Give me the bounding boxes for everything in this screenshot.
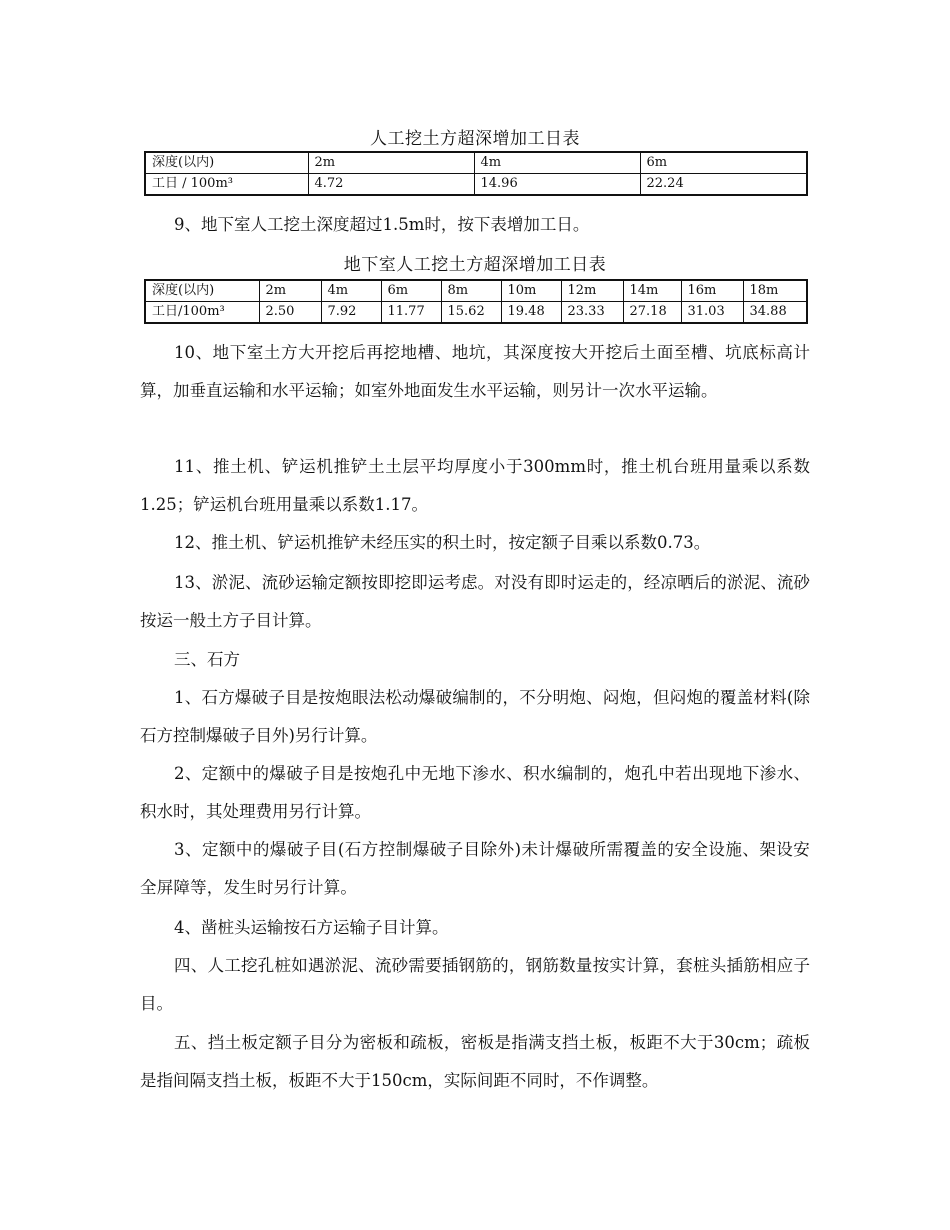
table-cell: 6m [381,280,441,302]
table-row [145,280,807,302]
paragraph-10: 10、地下室土方大开挖后再挖地槽、地坑，其深度按大开挖后土面至槽、坑底标高计算，加垂直运输和水平运输；如室外地面发生水平运输，则另计一次水平运输。 [140,343,810,400]
table-cell: 14m [623,280,681,302]
table-cell: 10m [501,280,561,302]
rock-item-3: 3、定额中的爆破子目(石方控制爆破子目除外)未计爆破所需覆盖的安全设施、架设安全屏障等，发生时另行计算。 [140,840,810,897]
table-cell: 31.03 [681,302,743,324]
table-cell: 23.33 [561,302,623,324]
table-cell: 深度(以内) [145,280,259,302]
table-cell: 2.50 [259,302,321,324]
table-cell: 工日 / 100m³ [145,174,308,196]
table-cell: 18m [743,280,807,302]
section-five: 五、挡土板定额子目分为密板和疏板，密板是指满支挡土板，板距不大于30cm；疏板是指间隔支挡土板，板距不大于150cm，实际间距不同时，不作调整。 [140,1033,810,1090]
basement-overdepth-workday-table [144,279,808,324]
table-cell: 2m [259,280,321,302]
table-cell: 8m [441,280,501,302]
section-four: 四、人工挖孔桩如遇淤泥、流砂需要插钢筋的，钢筋数量按实计算，套桩头插筋相应子目。 [140,956,810,1013]
rock-item-4: 4、凿桩头运输按石方运输子目计算。 [174,918,449,937]
table-cell: 4m [321,280,381,302]
table-cell: 19.48 [501,302,561,324]
table-cell: 34.88 [743,302,807,324]
table-cell: 深度(以内) [145,152,308,174]
table2-caption: 地下室人工挖土方超深增加工日表 [343,255,607,275]
paragraph-11: 11、推土机、铲运机推铲土土层平均厚度小于300mm时，推土机台班用量乘以系数1.25；铲运机台班用量乘以系数1.17。 [140,457,810,514]
table-cell: 4m [474,152,640,174]
section-heading-rock: 三、石方 [174,650,240,669]
paragraph-13: 13、淤泥、流砂运输定额按即挖即运考虑。对没有即时运走的，经凉晒后的淤泥、流砂按运一般土方子目计算。 [140,573,810,630]
table-cell: 11.77 [381,302,441,324]
table-row [145,302,807,324]
table-cell: 工日/100m³ [145,302,259,324]
paragraph-9: 9、地下室人工挖土深度超过1.5m时，按下表增加工日。 [174,215,590,234]
table-cell: 27.18 [623,302,681,324]
rock-item-1: 1、石方爆破子目是按炮眼法松动爆破编制的，不分明炮、闷炮，但闷炮的覆盖材料(除石方控制爆破子目外)另行计算。 [140,688,810,745]
table-cell: 22.24 [640,174,807,196]
table-cell: 15.62 [441,302,501,324]
overdepth-workday-table [144,151,808,196]
rock-item-2: 2、定额中的爆破子目是按炮孔中无地下渗水、积水编制的，炮孔中若出现地下渗水、积水时，其处理费用另行计算。 [140,764,810,821]
table-cell: 2m [308,152,474,174]
table-cell: 4.72 [308,174,474,196]
table-cell: 14.96 [474,174,640,196]
table-row [145,174,807,196]
table-cell: 7.92 [321,302,381,324]
table-cell: 16m [681,280,743,302]
table-cell: 6m [640,152,807,174]
table1-caption: 人工挖土方超深增加工日表 [370,129,580,149]
paragraph-12: 12、推土机、铲运机推铲未经压实的积土时，按定额子目乘以系数0.73。 [174,533,711,552]
table-cell: 12m [561,280,623,302]
table-row [145,152,807,174]
